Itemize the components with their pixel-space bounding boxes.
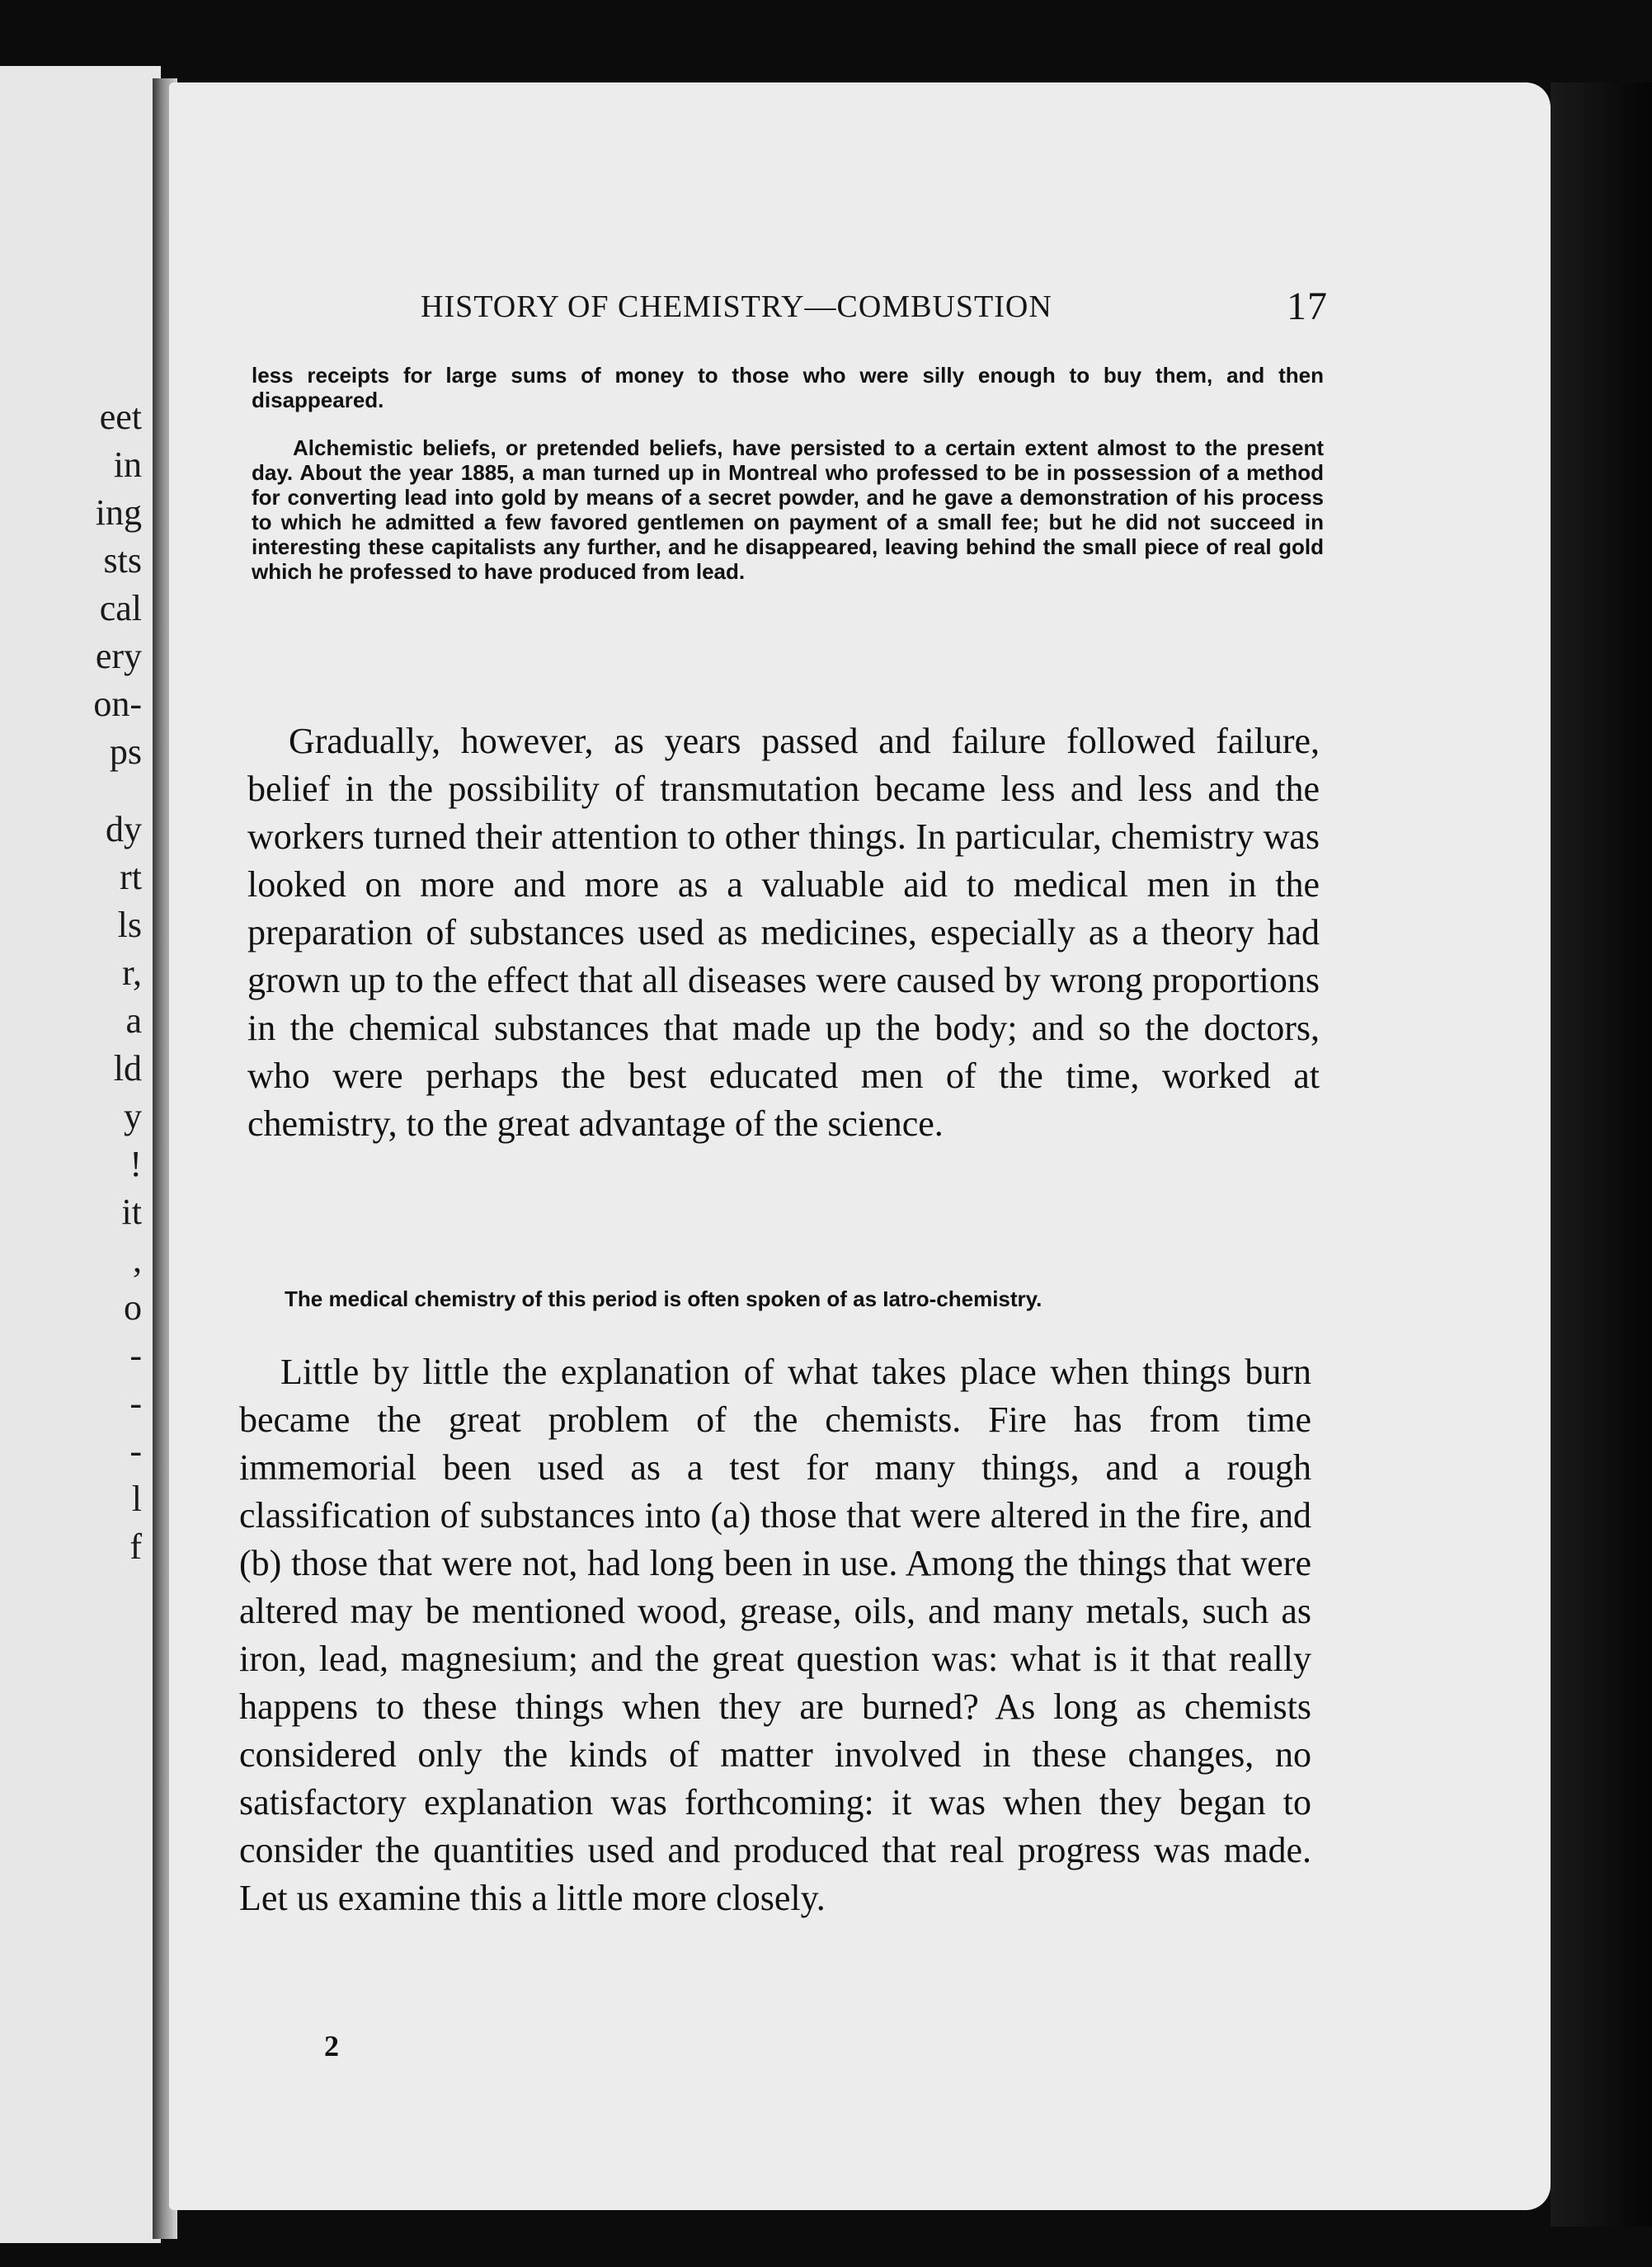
left-fragment: it — [121, 1192, 142, 1232]
left-fragment: - — [129, 1383, 142, 1423]
note-iatro-chemistry: The medical chemistry of this period is often spoken of as Iatro-chemistry. — [285, 1286, 1043, 1311]
left-fragment: on- — [93, 684, 142, 724]
dark-background-edge — [1551, 82, 1652, 2227]
left-fragment: f — [129, 1526, 142, 1567]
left-fragment: - — [129, 1335, 142, 1376]
running-header — [421, 285, 1328, 338]
left-fragment: , — [133, 1239, 142, 1280]
left-fragment: sts — [103, 540, 142, 581]
left-fragment: r, — [122, 952, 142, 993]
left-fragment: ld — [113, 1048, 142, 1089]
left-fragment: y — [124, 1096, 142, 1136]
left-fragment: in — [113, 444, 142, 485]
left-fragment: ps — [109, 731, 142, 772]
small-paragraph-alchemy: Alchemistic beliefs, or pretended beliefs, have persisted to a certain extent almost to the present day. About the year 1885, a man turned up in Montreal who professed to be in possession of a method for converting lead into gold by means of a secret powder, and he gave a demonstration of his process to which he admitted a few favored gentlemen on payment of a small fee; but he did not succeed in interesting these capitalists any further, and he disappeared, leaving behind the small piece of real gold which he professed to have produced from lead. — [252, 435, 1324, 584]
left-fragment: rt — [120, 857, 142, 897]
left-fragment: ery — [95, 636, 142, 676]
left-page — [0, 66, 161, 2243]
left-fragment: - — [129, 1431, 142, 1471]
paragraph-little-by-little: Little by little the explanation of what takes place when things burn became the great problem of the chemists. Fire has from time immemorial been used as a test for many things, and a rough classification of substances into (a) those that were altered in the fire, and (b) those that were not, had long been in use. Among the things that were altered may be mentioned wood, grease, oils, and many metals, such as iron, lead, magnesium; and the great question was: what is it that really happens to these things when they are burned? As long as chemists considered only the kinds of matter involved in these changes, no satisfactory explanation was forthcoming: it was when they began to consider the quantities used and produced that real progress was made. Let us examine this a little more closely. — [239, 1352, 1311, 1918]
left-fragment: o — [124, 1287, 142, 1328]
left-fragment: cal — [99, 588, 142, 628]
left-fragment: dy — [106, 809, 142, 849]
left-fragment: a — [125, 1000, 142, 1041]
left-fragment: ls — [117, 905, 142, 945]
left-fragment: l — [131, 1479, 142, 1519]
page-number: 17 — [1287, 285, 1328, 328]
paragraph-gradually: Gradually, however, as years passed and failure followed failure, belief in the possibility of transmutation became less and less and the workers turned their attention to other things. In particular, chemistry was looked on more and more as a valuable aid to medical men in the preparation of substances used as medicines, especially as a theory had grown up to the effect that all diseases were caused by wrong proportions in the chemical substances that made up the body; and so the doctors, who were perhaps the best educated men of the time, worked at chemistry, to the great advantage of the science. — [247, 721, 1320, 1144]
small-paragraph-continuation: less receipts for large sums of money to those who were silly enough to buy them, and then disappeared. — [252, 363, 1324, 412]
left-fragment: eet — [99, 397, 142, 437]
left-fragment: ing — [95, 492, 142, 533]
left-fragment: ! — [129, 1144, 142, 1184]
signature-mark: 2 — [324, 2029, 339, 2062]
header-title: HISTORY OF CHEMISTRY—COMBUSTION — [421, 289, 1052, 324]
